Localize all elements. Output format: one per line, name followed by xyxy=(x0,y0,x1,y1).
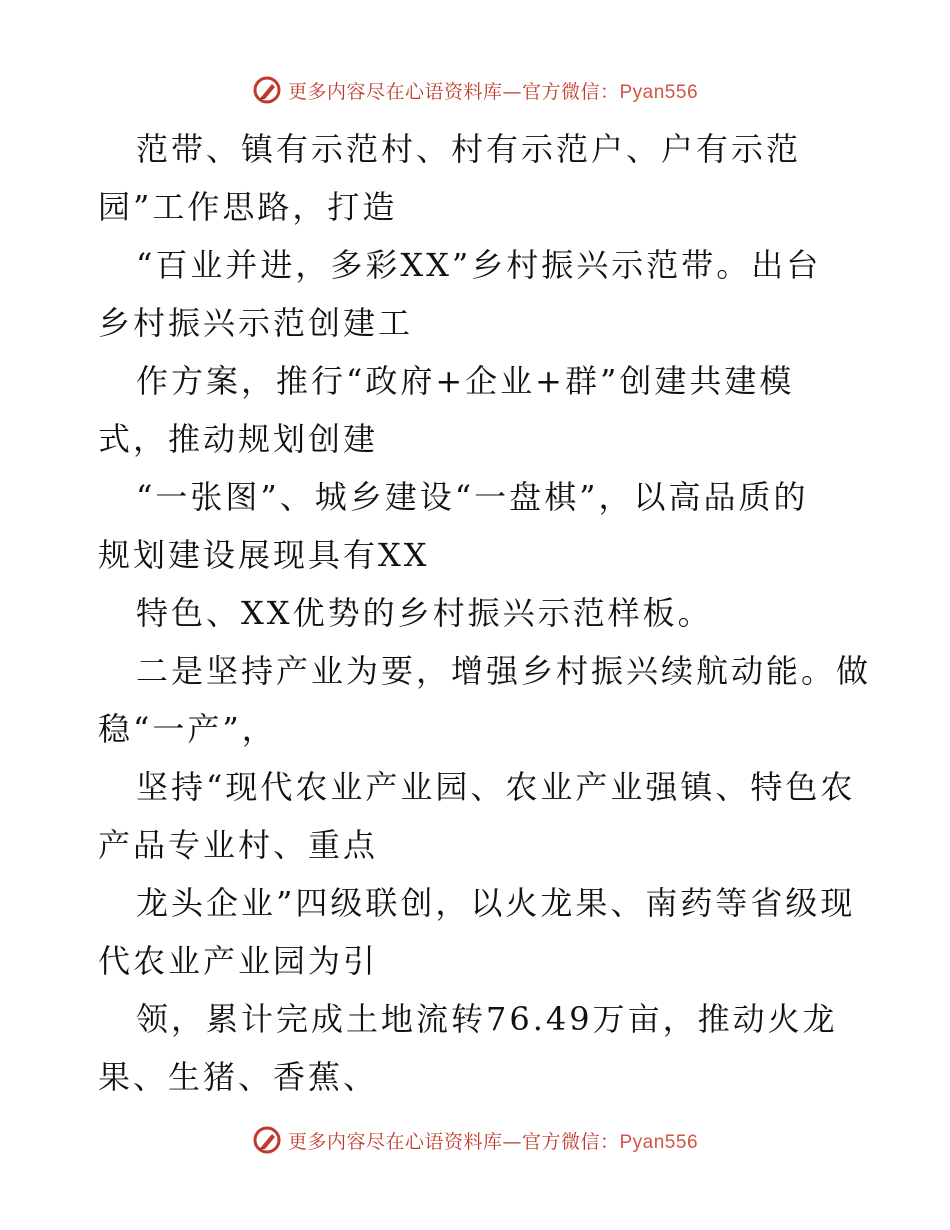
body-text-line: 龙头企业”四级联创，以火龙果、南药等省级现 xyxy=(136,884,856,922)
body-text-line: 规划建设展现具有XX xyxy=(98,536,430,574)
header-banner-text: 更多内容尽在心语资料库—官方微信：Pyan556 xyxy=(287,80,699,103)
body-text-line: 园”工作思路，打造 xyxy=(98,188,398,226)
header-banner xyxy=(0,70,950,110)
body-text-line: 作方案，推行“政府+企业+群”创建共建模 xyxy=(136,362,795,400)
body-text-line: 果、生猪、香蕉、 xyxy=(98,1058,379,1096)
body-text-line: “百业并进，多彩XX”乡村振兴示范带。出台 xyxy=(136,246,822,284)
body-text-line: 产品专业村、重点 xyxy=(98,826,379,864)
body-text-line: “一张图”、城乡建设“一盘棋”，以高品质的 xyxy=(136,478,809,516)
footer-wechat-account: Pyan556 xyxy=(619,1131,699,1153)
body-text-line: 式，推动规划创建 xyxy=(98,420,379,458)
body-text-line: 坚持“现代农业产业园、农业产业强镇、特色农 xyxy=(136,768,856,806)
footer-banner xyxy=(0,1120,950,1160)
body-text-line: 领，累计完成土地流转76.49万亩，推动火龙 xyxy=(136,1000,838,1038)
body-text-line: 二是坚持产业为要，增强乡村振兴续航动能。做 xyxy=(136,652,872,690)
body-text-line: 稳“一产”， xyxy=(98,710,277,748)
body-text-line: 代农业产业园为引 xyxy=(98,942,379,980)
footer-banner-text: 更多内容尽在心语资料库—官方微信：Pyan556 xyxy=(287,1130,699,1153)
header-wechat-account: Pyan556 xyxy=(619,81,699,103)
body-text-line: 特色、XX优势的乡村振兴示范样板。 xyxy=(136,594,713,632)
body-text-line: 乡村振兴示范创建工 xyxy=(98,304,414,342)
document-body xyxy=(98,120,878,1106)
pen-nib-circle-icon xyxy=(252,1125,282,1155)
body-text-line: 范带、镇有示范村、村有示范户、户有示范 xyxy=(136,130,802,168)
pen-nib-circle-icon xyxy=(252,75,282,105)
